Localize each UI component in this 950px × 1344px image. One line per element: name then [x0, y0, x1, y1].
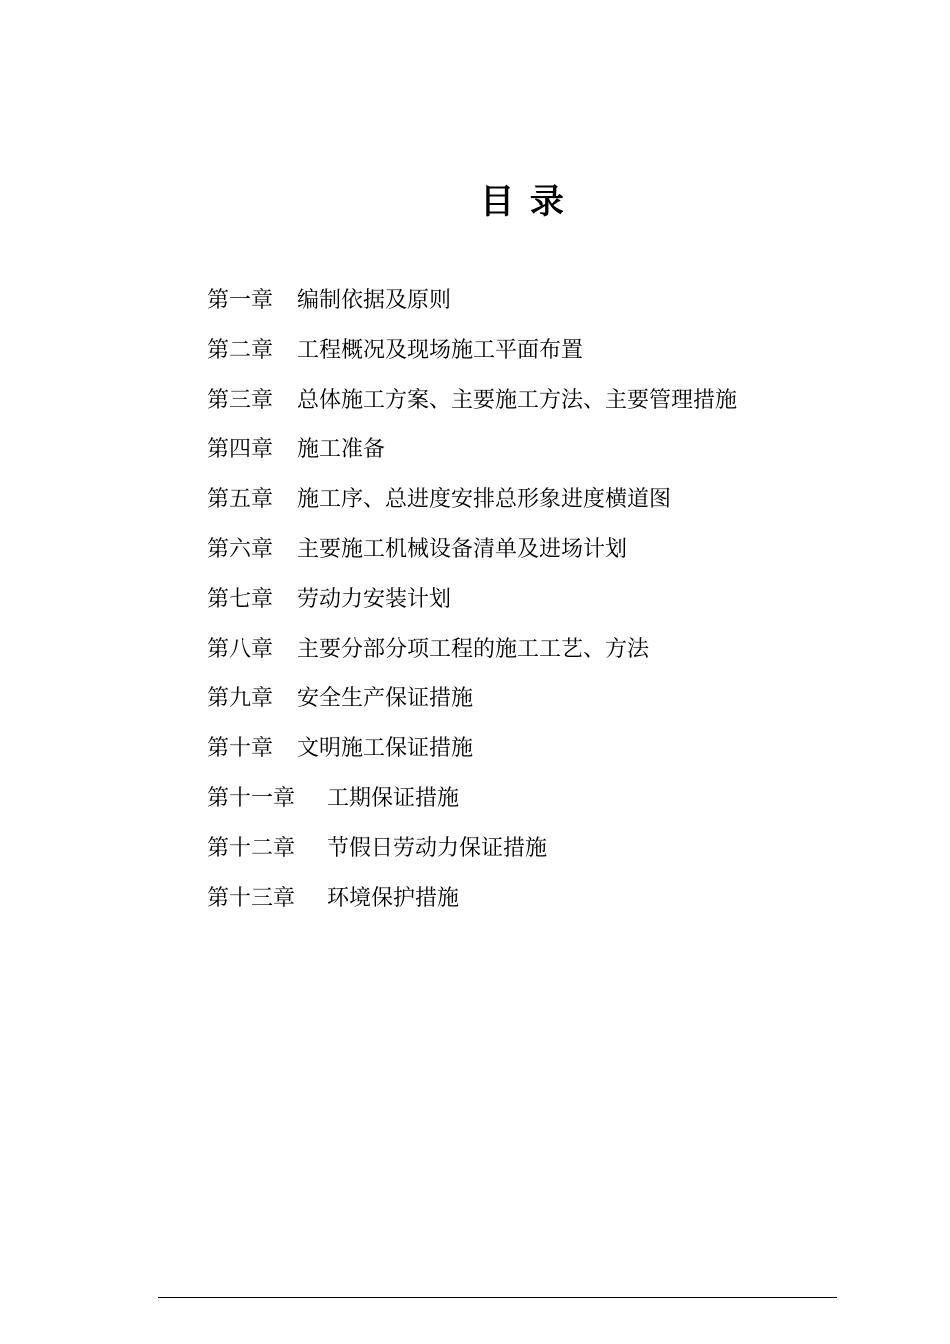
- table-of-contents: [207, 280, 867, 927]
- toc-item-8[interactable]: [207, 629, 867, 679]
- toc-chapter-number: 第三章: [207, 387, 274, 413]
- toc-chapter-title: 文明施工保证措施: [297, 736, 474, 762]
- toc-item-6[interactable]: [207, 529, 867, 579]
- toc-chapter-title: 劳动力安装计划: [297, 586, 452, 612]
- toc-chapter-number: 第五章: [207, 487, 274, 513]
- toc-item-7[interactable]: [207, 579, 867, 629]
- toc-chapter-title: 工期保证措施: [327, 785, 460, 811]
- toc-item-2[interactable]: [207, 330, 867, 380]
- toc-chapter-number: 第十章: [207, 736, 274, 762]
- toc-item-13[interactable]: [207, 878, 867, 928]
- toc-item-11[interactable]: [207, 778, 867, 828]
- toc-item-10[interactable]: [207, 728, 867, 778]
- toc-chapter-number: 第六章: [207, 536, 274, 562]
- toc-chapter-number: 第十一章: [207, 785, 296, 811]
- toc-chapter-title: 安全生产保证措施: [297, 686, 474, 712]
- toc-chapter-title: 施工序、总进度安排总形象进度横道图: [297, 487, 672, 513]
- toc-chapter-title: 编制依据及原则: [297, 288, 452, 313]
- toc-chapter-title: 工程概况及现场施工平面布置: [297, 337, 584, 363]
- toc-item-4[interactable]: [207, 429, 867, 479]
- toc-chapter-title: 施工准备: [297, 437, 386, 463]
- toc-chapter-number: 第四章: [207, 437, 274, 463]
- toc-chapter-number: 第八章: [207, 636, 274, 662]
- toc-chapter-number: 第二章: [207, 337, 274, 363]
- toc-item-1[interactable]: [207, 280, 867, 330]
- toc-chapter-title: 主要分部分项工程的施工工艺、方法: [297, 636, 650, 662]
- toc-chapter-number: 第九章: [207, 686, 274, 712]
- toc-item-5[interactable]: [207, 479, 867, 529]
- toc-chapter-number: 第七章: [207, 586, 274, 612]
- toc-chapter-title: 环境保护措施: [327, 885, 460, 911]
- toc-chapter-number: 第十二章: [207, 835, 296, 861]
- toc-item-9[interactable]: [207, 678, 867, 728]
- toc-chapter-number: 第十三章: [207, 885, 296, 911]
- page-title: 目 录: [480, 182, 566, 222]
- toc-item-12[interactable]: [207, 828, 867, 878]
- toc-chapter-number: 第一章: [207, 288, 274, 313]
- toc-chapter-title: 主要施工机械设备清单及进场计划: [297, 536, 628, 562]
- toc-chapter-title: 节假日劳动力保证措施: [327, 835, 548, 861]
- toc-item-3[interactable]: [207, 380, 867, 430]
- toc-chapter-title: 总体施工方案、主要施工方法、主要管理措施: [297, 387, 738, 413]
- footer-rule: [158, 1297, 837, 1298]
